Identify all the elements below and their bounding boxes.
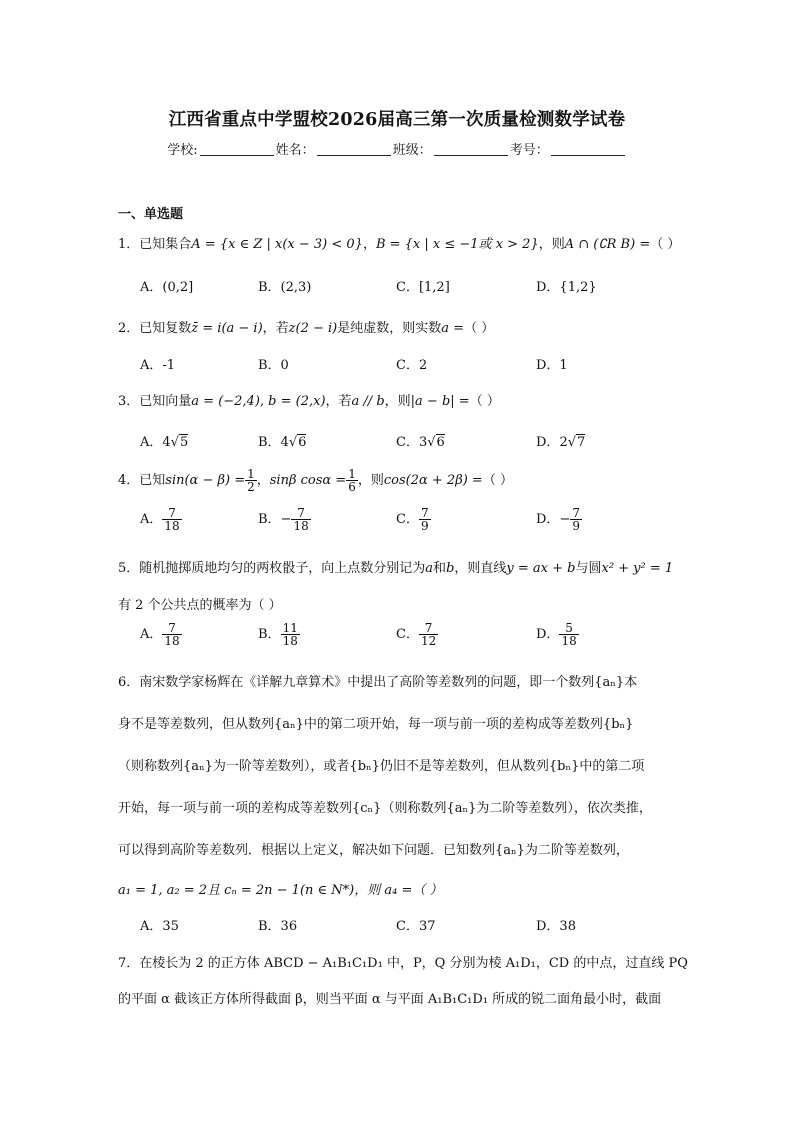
q5-var-a: a	[425, 561, 434, 576]
option-a[interactable]: A．4√5	[140, 435, 189, 450]
q3-expr-c: |a − b| =	[410, 394, 470, 409]
option-a[interactable]: A．35	[140, 919, 179, 934]
id-field[interactable]	[551, 141, 625, 156]
option-d[interactable]: D．1	[536, 358, 568, 373]
q2-paren: （ ）	[464, 321, 495, 336]
question-2	[118, 317, 494, 336]
q1-text: 1．已知集合	[118, 237, 192, 252]
q4-expr-a: sin(α − β) =	[165, 473, 246, 488]
q3-text: ，若	[325, 394, 352, 409]
option-b[interactable]: B．(2,3)	[258, 280, 312, 295]
q3-text: 3．已知向量	[118, 394, 192, 409]
school-field[interactable]	[200, 141, 274, 156]
q1-set-a: A = {x ∈ Z | x(x − 3) < 0}	[191, 237, 363, 252]
q3-expr-b: a // b	[351, 394, 385, 409]
option-a[interactable]: A． $\frac{7}{18}$	[140, 506, 180, 533]
class-label: 班级：	[392, 143, 432, 158]
q3-paren: （ ）	[469, 394, 500, 409]
q5-text: 和	[433, 561, 447, 576]
question-6-line3: （则称数列{aₙ}为一阶等差数列），或者{bₙ}仍旧不是等差数列，但从数列{bₙ}中的第二项	[118, 759, 645, 774]
q1-paren: （ ）	[650, 237, 681, 252]
question-6-line1: 6．南宋数学家杨辉在《详解九章算术》中提出了高阶等差数列的问题，即一个数列{aₙ}本	[118, 675, 638, 690]
q4-expr-c: cos(2α + 2β) =	[383, 473, 483, 488]
q2-options	[140, 354, 700, 388]
question-6-line6: a₁ = 1, a₂ = 2且 cₙ = 2n − 1(n ∈ N*)，则 a₄ =（ ）	[118, 883, 443, 898]
name-field[interactable]	[317, 141, 391, 156]
question-7-line1: 7．在棱长为 2 的正方体 ABCD − A₁B₁C₁D₁ 中，P，Q 分别为棱 A₁D₁，CD 的中点，过直线 PQ	[118, 956, 688, 971]
q5-circle-expr: x² + y² = 1	[601, 561, 674, 576]
q4-options	[140, 507, 700, 541]
q1-expr: A ∩ (∁R B) =	[564, 237, 651, 252]
q2-expr-c: a =	[441, 321, 465, 336]
question-4	[118, 468, 513, 493]
class-field[interactable]	[434, 141, 508, 156]
option-d[interactable]: D． $\frac{5}{18}$	[536, 621, 577, 648]
q5-line-expr: y = ax + b	[506, 561, 576, 576]
option-d[interactable]: D．2√7	[536, 435, 586, 450]
q2-expr-a: z̄ = i(a − i)	[191, 321, 263, 336]
option-a[interactable]: A．(0,2]	[140, 280, 194, 295]
question-6-line5: 可以得到高阶等差数列．根据以上定义，解决如下问题．已知数列{aₙ}为二阶等差数列，	[118, 843, 629, 858]
option-d[interactable]: D．{1,2}	[536, 280, 597, 295]
option-a[interactable]: A． $\frac{7}{18}$	[140, 621, 180, 648]
option-c[interactable]: C．[1,2]	[396, 280, 450, 295]
q4-frac-a: $\frac{1}{2}$	[247, 467, 255, 494]
question-7-line2: 的平面 α 截该正方体所得截面 β，则当平面 α 与平面 A₁B₁C₁D₁ 所成的锐二面角最小时，截面	[118, 992, 662, 1007]
q1-text: ，	[362, 237, 376, 252]
q2-text: 2．已知复数	[118, 321, 192, 336]
q5-text: ，则直线	[454, 561, 507, 576]
q4-text: 4．已知	[118, 473, 166, 488]
option-c[interactable]: C．2	[396, 358, 428, 373]
exam-title: 江西省重点中学盟校2026届高三第一次质量检测数学试卷	[168, 110, 626, 130]
q1-options	[140, 276, 700, 310]
q2-text: 是纯虚数，则实数	[337, 321, 442, 336]
option-d[interactable]: D．− $\frac{7}{9}$	[536, 506, 580, 533]
question-6-line4: 开始，每一项与前一项的差构成等差数列{cₙ}（则称数列{aₙ}为二阶等差数列），依次类推，	[118, 801, 652, 816]
question-5-line2: 有 2 个公共点的概率为（ ）	[118, 598, 282, 613]
q4-text: ，	[256, 473, 270, 488]
option-d[interactable]: D．38	[536, 919, 576, 934]
option-c[interactable]: C． $\frac{7}{9}$	[396, 506, 429, 533]
question-5	[118, 557, 673, 576]
option-b[interactable]: B．0	[258, 358, 289, 373]
q1-set-b: B = {x | x ≤ −1或 x > 2}	[375, 237, 539, 252]
q2-text: ，若	[262, 321, 289, 336]
option-c[interactable]: C．3√6	[396, 435, 445, 450]
option-c[interactable]: C．37	[396, 919, 436, 934]
option-b[interactable]: B．4√6	[258, 435, 307, 450]
q5-options	[140, 622, 700, 656]
q2-expr-b: z(2 − i)	[288, 321, 338, 336]
q1-text: ，则	[538, 237, 565, 252]
section-heading: 一、单选题	[118, 207, 184, 222]
q5-text: 5．随机抛掷质地均匀的两枚骰子，向上点数分别记为	[118, 561, 426, 576]
option-b[interactable]: B． $\frac{11}{18}$	[258, 621, 298, 648]
q4-frac-b: $\frac{1}{6}$	[348, 467, 356, 494]
question-3	[118, 390, 500, 409]
q4-expr-b: sinβ cosα =	[269, 473, 347, 488]
q3-options	[140, 431, 700, 465]
option-a[interactable]: A．-1	[140, 358, 176, 373]
q3-expr-a: a = (−2,4), b = (2,x)	[191, 394, 326, 409]
q6-options	[140, 915, 700, 949]
school-label: 学校:	[167, 143, 198, 158]
option-b[interactable]: B．36	[258, 919, 298, 934]
student-info-row	[0, 139, 794, 158]
question-6-line2: 身不是等差数列，但从数列{aₙ}中的第二项开始，每一项与前一项的差构成等差数列{bₙ}	[118, 717, 634, 732]
q5-var-b: b	[446, 561, 455, 576]
q4-paren: （ ）	[482, 473, 513, 488]
q5-text: 与圆	[575, 561, 602, 576]
id-label: 考号：	[509, 143, 549, 158]
name-label: 姓名：	[275, 143, 315, 158]
option-c[interactable]: C． $\frac{7}{12}$	[396, 621, 437, 648]
q3-text: ，则	[384, 394, 411, 409]
q4-text: ，则	[357, 473, 384, 488]
question-1	[118, 233, 680, 252]
option-b[interactable]: B．− $\frac{7}{18}$	[258, 506, 309, 533]
